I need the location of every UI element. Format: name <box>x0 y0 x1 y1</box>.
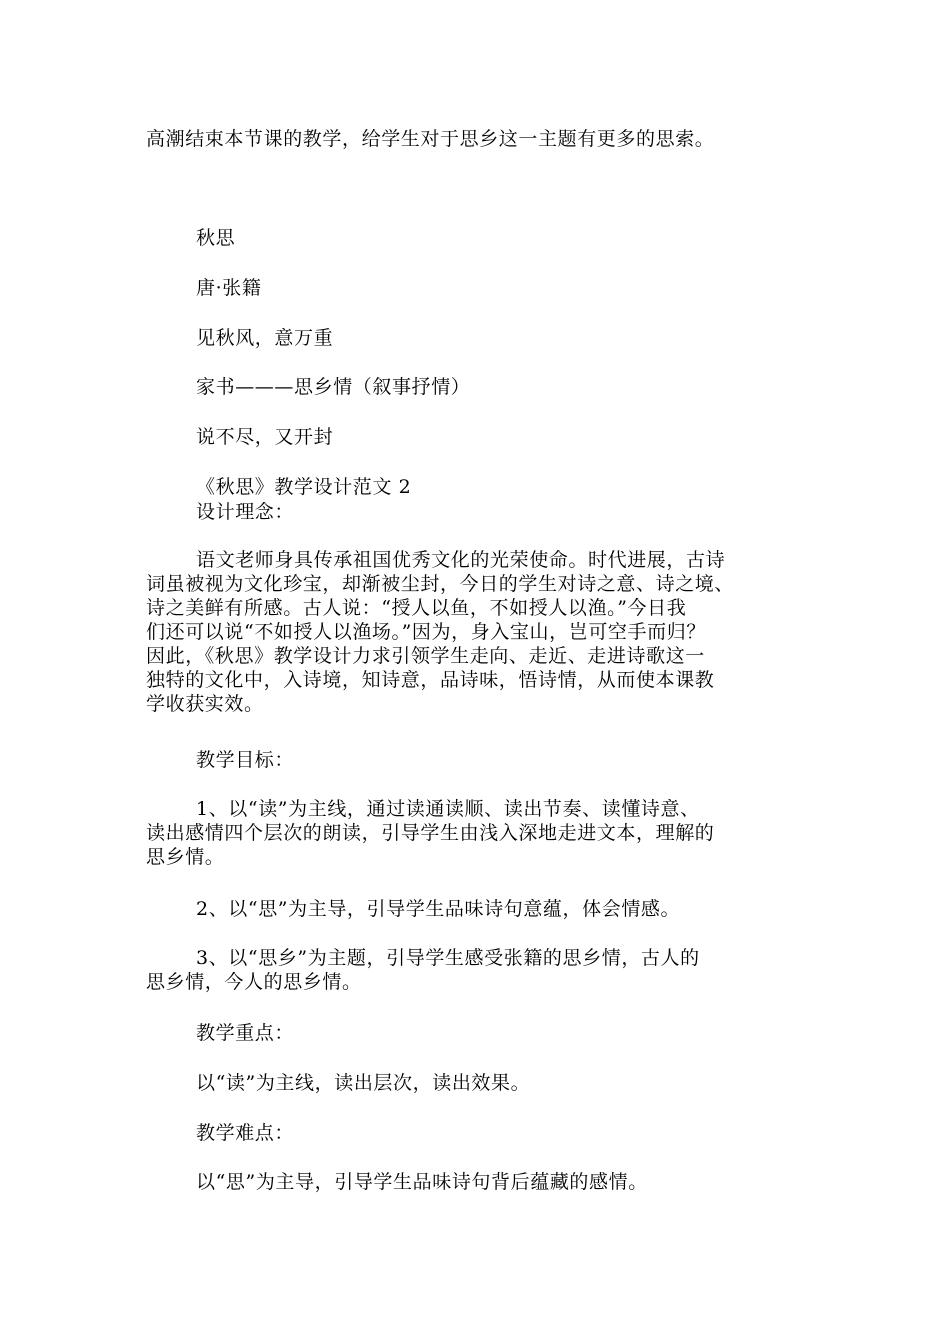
goal-3-line: 3、以“思乡”为主题，引导学生感受张籍的思乡情，古人的 <box>196 947 700 969</box>
goal-1-paragraph <box>146 797 816 869</box>
concept-line: 诗之美鲜有所感。古人说：“授人以鱼，不如授人以渔。”今日我 <box>146 597 687 619</box>
goal-2-line: 2、以“思”为主导，引导学生品味诗句意蕴，体会情感。 <box>196 898 681 920</box>
concept-paragraph <box>146 548 816 716</box>
concept-line: 因此，《秋思》教学设计力求引领学生走向、走近、走进诗歌这一 <box>146 645 705 667</box>
concept-heading: 设计理念： <box>196 501 295 523</box>
goal-1-line: 思乡情。 <box>146 846 225 868</box>
concept-line: 语文老师身具传承祖国优秀文化的光荣使命。时代进展，古诗 <box>196 549 726 571</box>
key-point-heading: 教学重点： <box>196 1022 295 1044</box>
concept-line: 独特的文化中，入诗境，知诗意，品诗味，悟诗情，从而使本课教 <box>146 669 715 691</box>
key-point-text: 以“读”为主线，读出层次，读出效果。 <box>196 1072 531 1094</box>
concept-line: 学收获实效。 <box>146 693 264 715</box>
intro-tail-line: 高潮结束本节课的教学，给学生对于思乡这一主题有更多的思索。 <box>146 128 715 150</box>
concept-line: 们还可以说“不如授人以渔场。”因为，身入宝山，岂可空手而归？ <box>146 621 706 643</box>
goal-1-line: 读出感情四个层次的朗读，引导学生由浅入深地走进文本，理解的 <box>146 822 715 844</box>
board-line-1: 见秋风，意万重 <box>196 327 334 349</box>
concept-line: 词虽被视为文化珍宝，却渐被尘封，今日的学生对诗之意、诗之境、 <box>146 573 735 595</box>
board-line-2: 家书———思乡情（叙事抒情） <box>196 376 471 398</box>
section-title: 《秋思》教学设计范文 2 <box>196 476 412 498</box>
difficulty-text: 以“思”为主导，引导学生品味诗句背后蕴藏的感情。 <box>196 1171 648 1193</box>
goal-3-paragraph <box>146 946 816 994</box>
goal-1-line: 1、以“读”为主线，通过读通读顺、读出节奏、读懂诗意、 <box>196 798 700 820</box>
board-title: 秋思 <box>196 227 236 249</box>
board-line-3: 说不尽，又开封 <box>196 426 334 448</box>
goal-3-line: 思乡情，今人的思乡情。 <box>146 971 362 993</box>
board-author: 唐·张籍 <box>196 277 262 299</box>
goals-heading: 教学目标： <box>196 749 295 771</box>
difficulty-heading: 教学难点： <box>196 1122 295 1144</box>
